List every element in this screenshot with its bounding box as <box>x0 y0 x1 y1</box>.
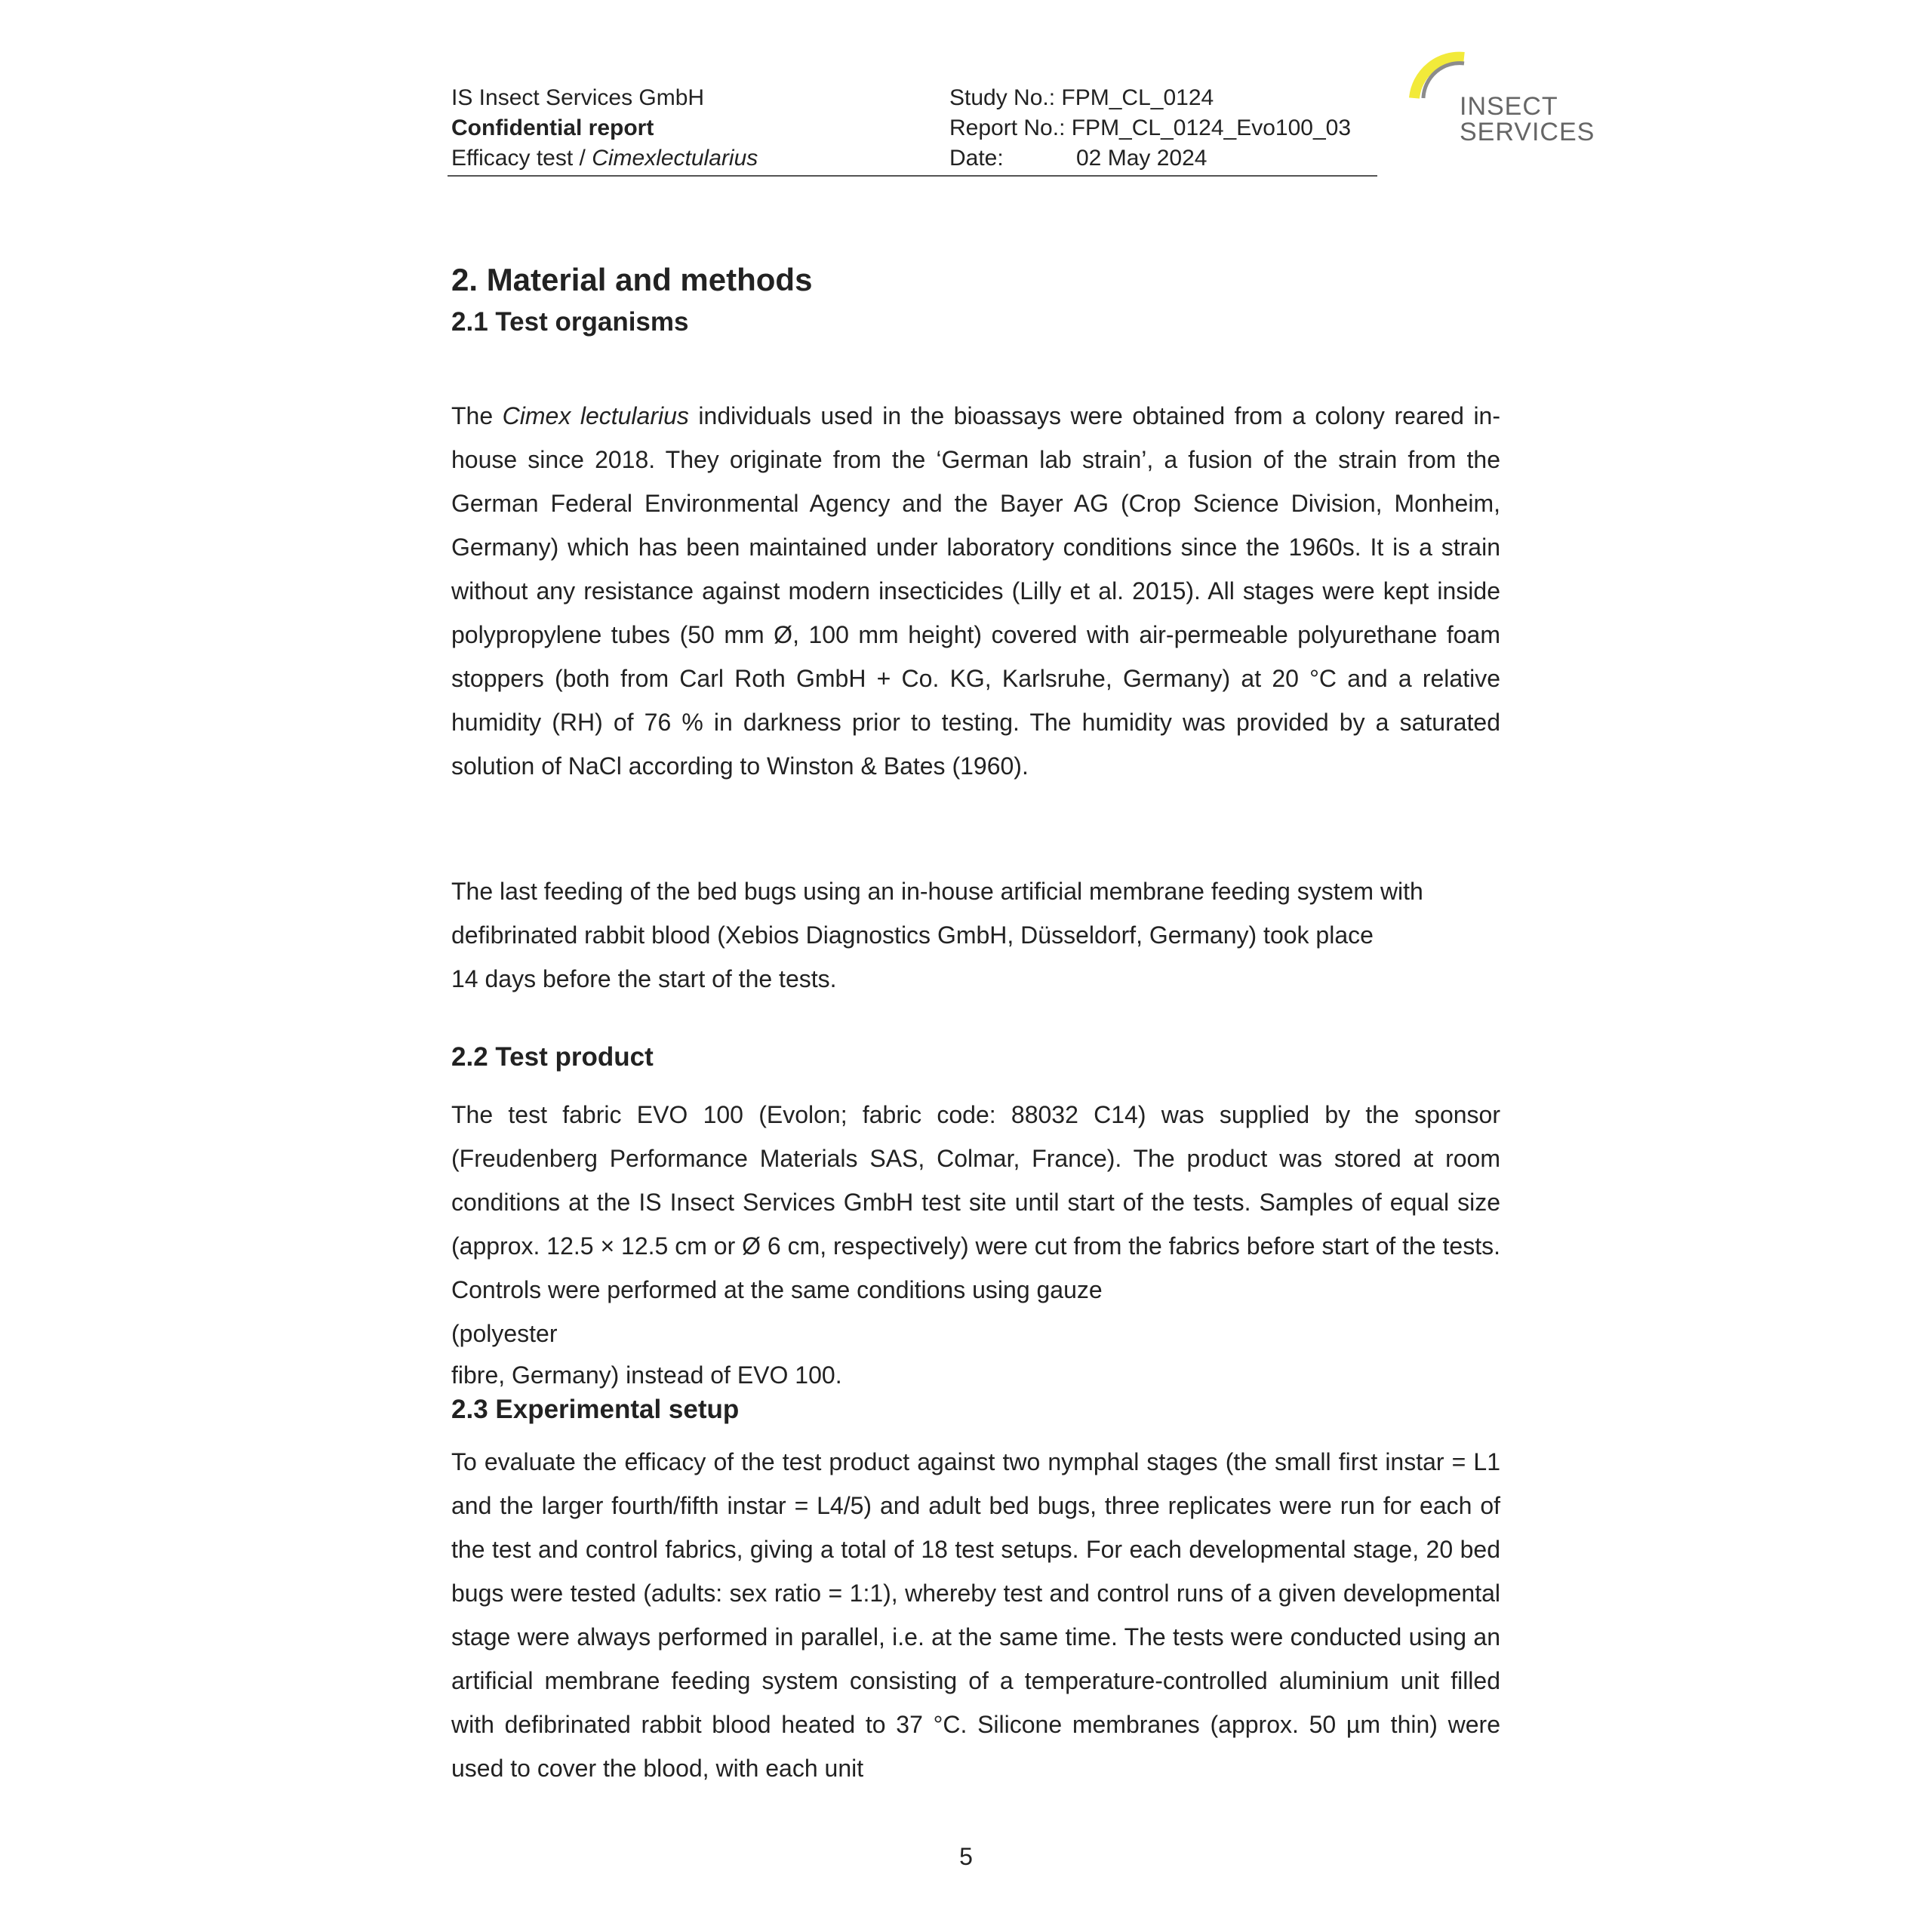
species-name: Cimex lectularius <box>502 402 689 429</box>
logo-line-2: SERVICES <box>1460 118 1595 146</box>
test-species: Cimexlectularius <box>592 146 758 171</box>
section-title: 2. Material and methods <box>451 262 813 297</box>
test-title <box>451 143 934 174</box>
subsection-title-test-organisms: 2.1 Test organisms <box>451 307 689 337</box>
report-date <box>949 143 1372 174</box>
header-middle <box>949 83 1372 174</box>
paragraph-test-product-line-3: fibre, Germany) instead of EVO 100. <box>451 1361 842 1389</box>
logo-line-1: INSECT <box>1460 92 1558 121</box>
subsection-title-test-product: 2.2 Test product <box>451 1042 654 1072</box>
paragraph-test-product-line-2: (polyester <box>451 1320 558 1347</box>
date-value: 02 May 2024 <box>1076 146 1208 171</box>
page-number: 5 <box>959 1843 973 1870</box>
paragraph-experimental-setup: To evaluate the efficacy of the test product against two nymphal stages (the small first instar = L1 and the larger fourth/fifth instar = L4/5) and adult bed bugs, three replicates were run for each of the test and control fabrics, giving a total of 18 test setups. For each developmental stage, 20 bed bugs were tested (adults: sex ratio = 1:1), whereby test and control runs of a given developmental stage were always performed in parallel, i.e. at the same time. The tests were conducted using an artificial membrane feeding system consisting of a temperature-controlled aluminium unit filled with defibrinated rabbit blood heated to 37 °C. Silicone membranes (approx. 50 µm thin) were used to cover the blood, with each unit <box>451 1448 1500 1782</box>
feeding-line-2: defibrinated rabbit blood (Xebios Diagnostics GmbH, Düsseldorf, Germany) took place <box>451 921 1374 949</box>
paragraph-test-product: The test fabric EVO 100 (Evolon; fabric code: 88032 C14) was supplied by the sponsor (Freudenberg Performance Materials SAS, Colmar, France). The product was stored at room conditions at the IS Insect Services GmbH test site until start of the tests. Samples of equal size (approx. 12.5 × 12.5 cm or Ø 6 cm, respectively) were cut from the fabrics before start of the tests. Controls were performed at the same conditions using gauze <box>451 1101 1500 1303</box>
test-prefix: Efficacy test / <box>451 146 592 171</box>
company-name: IS Insect Services GmbH <box>451 85 705 110</box>
date-label: Date: <box>949 146 1004 171</box>
report-number: Report No.: FPM_CL_0124_Evo100_03 <box>949 115 1352 140</box>
confidential-label: Confidential report <box>451 115 654 140</box>
subsection-title-experimental-setup: 2.3 Experimental setup <box>451 1395 740 1424</box>
feeding-line-1: The last feeding of the bed bugs using an in-house artificial membrane feeding system with <box>451 878 1423 905</box>
header-left <box>451 83 934 174</box>
logo-wordmark <box>1460 94 1595 145</box>
header-divider <box>448 175 1377 177</box>
main-content <box>451 257 1500 1790</box>
para-body: individuals used in the bioassays were obtained from a colony reared in-house since 2018. They originate from the ‘German lab strain’, a fusion of the strain from the German Federal Environmental Agency and the Bayer AG (Crop Science Division, Monheim, Germany) which has been maintained under laboratory conditions since the 1960s. It is a strain without any resistance against modern insecticides (Lilly et al. 2015). All stages were kept inside polypropylene tubes (50 mm Ø, 100 mm height) covered with air-permeable polyurethane foam stoppers (both from Carl Roth GmbH + Co. KG, Karlsruhe, Germany) at 20 °C and a relative humidity (RH) of 76 % in darkness prior to testing. The humidity was provided by a saturated solution of NaCl according to Winston & Bates (1960). <box>451 402 1501 780</box>
study-number: Study No.: FPM_CL_0124 <box>949 85 1214 110</box>
paragraph-test-organisms <box>451 394 1500 788</box>
para-prefix: The <box>451 402 503 429</box>
paragraph-feeding <box>451 869 1500 1001</box>
feeding-line-3: 14 days before the start of the tests. <box>451 965 837 992</box>
